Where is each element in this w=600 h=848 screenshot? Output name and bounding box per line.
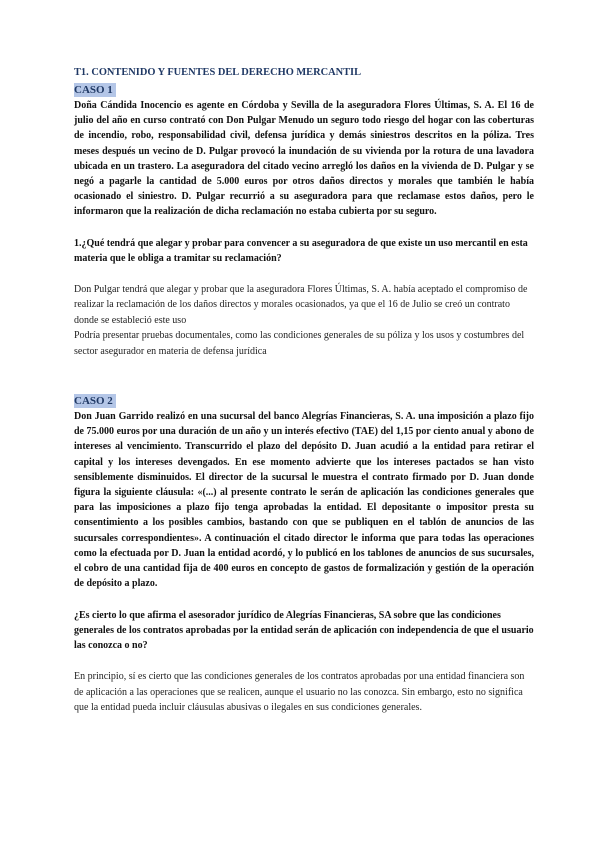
caso-2-label: CASO 2 (74, 394, 116, 408)
document-page (74, 66, 534, 715)
document-title: T1. CONTENIDO Y FUENTES DEL DERECHO MERCANTIL (74, 67, 362, 78)
caso-1-question: 1.¿Qué tendrá que alegar y probar para convencer a su aseguradora de que existe un uso mercantil en esta materia que le obliga a tramitar su reclamación? (74, 237, 528, 264)
caso-1-answer-paragraph-1: Don Pulgar tendrá que alegar y probar que la aseguradora Flores Últimas, S. A. había aceptado el compromiso de realizar la reclamación de los daños directos y morales ocasionados, ya que el 16 de Julio se creó un contrato donde se estableció este uso (74, 284, 528, 326)
caso-1-answer-paragraph-2: Podría presentar pruebas documentales, como las condiciones generales de su póliza y los usos y costumbres del sector asegurador en materia de defensa jurídica (74, 330, 525, 357)
caso-2-statement: Don Juan Garrido realizó en una sucursal del banco Alegrías Financieras, S. A. una imposición a plazo fijo de 75.000 euros por una duración de un año y un interés efectivo (TAE) del 1,15 por ciento anual y abono de intereses al vencimiento. Transcurrido el plazo del depósito D. Juan acudió a la entidad para retirar el capital y los intereses devengados. En ese momento advierte que los intereses pactados se han visto sensiblemente disminuidos. El director de la sucursal le muestra el contrato firmado por D. Juan donde figura la siguiente cláusula: «(...) al presente contrato le serán de aplicación las condiciones generales que para las imposiciones a plazo fijo tenga aprobadas la entidad. El depositante o impositor presta su consentimiento a los posibles cambios, bastando con que se publiquen en el tablón de anuncios de las sucursales correspondientes». A continuación el citado director le informa que para todas las operaciones como la efectuada por D. Juan la entidad acordó, y lo publicó en los tablones de anuncios de sus sucursales, el cobro de una cantidad fija de 400 euros en concepto de gastos de formalización y gestión de la operación de depósito a plazo. (74, 411, 534, 590)
caso-2-answer: En principio, sí es cierto que las condiciones generales de los contratos aprobadas por una entidad financiera son de aplicación a las operaciones que se realicen, aunque el usuario no las conozca. Sin embargo, esto no significa que la entidad pueda incluir cláusulas abusivas o ilegales en sus condiciones generales. (74, 671, 525, 713)
caso-1-statement: Doña Cándida Inocencio es agente en Córdoba y Sevilla de la aseguradora Flores Últimas, S. A. El 16 de julio del año en curso contrató con Don Pulgar Menudo un seguro todo riesgo del hogar con las coberturas de incendio, robo, responsabilidad civil, defensa jurídica y demás siniestros descritos en la póliza. Tres meses después un vecino de D. Pulgar provocó la inundación de su vivienda por la rotura de una lavadora ubicada en un trastero. La aseguradora del citado vecino arregló los daños en la vivienda de D. Pulgar y se negó a pagarle la cantidad de 5.000 euros por otros daños directos y morales que también le había ocasionado el siniestro. D. Pulgar recurrió a su aseguradora para que reclamase estos daños, pero le informaron que la realización de dicha reclamación no estaba cubierta por su seguro. (74, 100, 534, 218)
caso-2-question: ¿Es cierto lo que afirma el asesorador jurídico de Alegrías Financieras, SA sobre que las condiciones generales de los contratos aprobadas por la entidad serán de aplicación con independencia de que el usuario las conozca o no? (74, 609, 534, 651)
caso-1-label: CASO 1 (74, 83, 116, 97)
